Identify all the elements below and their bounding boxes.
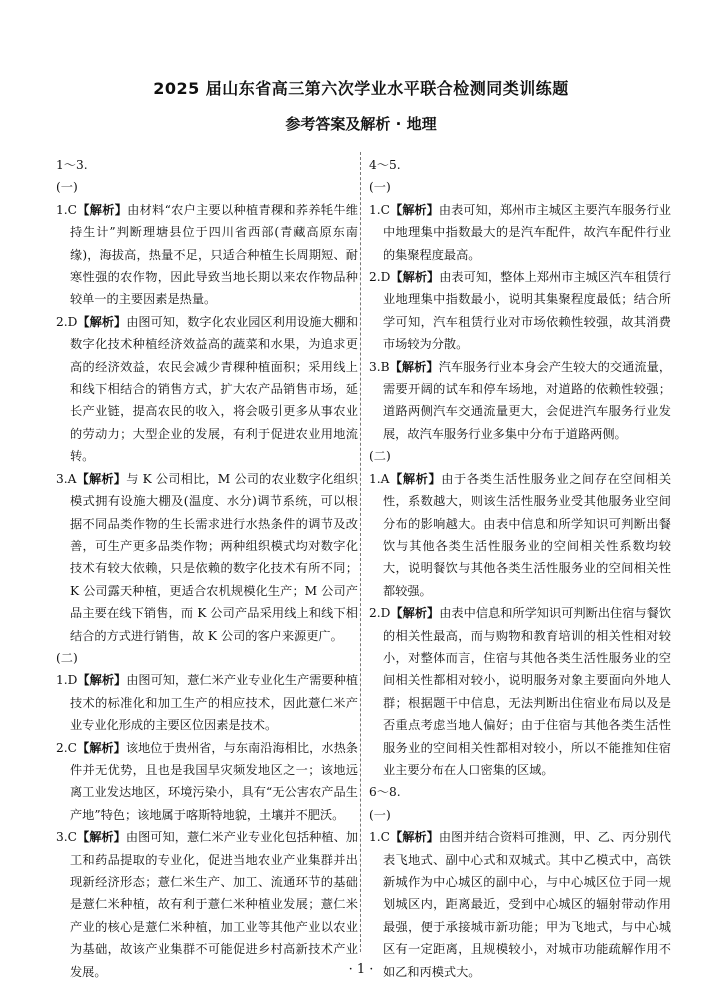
analysis-text: 由材料“农户主要以种植青稞和荞养牦牛维持生计”判断理塘县位于四川省西部(青藏高原东南缘)，海拔高，热量不足，只适合种植生长周期短、耐寒性强的农作物，因此导致当地长期以来农作物品种较单一的主要因素是热量。 <box>70 202 358 307</box>
analysis-text: 由表中信息和所学知识可判断出住宿与餐饮的相关性最高，而与购物和教育培训的相关性相对较小，对整体而言，住宿与其他各类生活性服务业的空间相关性都相对较小，说明服务对象主要面向外地人群；根据题干中信息，无法判断出住宿业布局以及是否重点考虑当地人偏好；由于住宿与其他各类生活性服务业的空间相关性都相对较小，所以不能推知住宿业主要分布在人口密集的区域。 <box>383 606 672 777</box>
answer-number: 1.A <box>369 471 390 486</box>
answer-number: 2.D <box>369 270 391 285</box>
right-column <box>369 154 671 983</box>
answer-item <box>369 199 671 266</box>
analysis-tag: 【解析】 <box>76 471 127 486</box>
document-subtitle: 参考答案及解析 · 地理 <box>285 115 437 133</box>
analysis-tag: 【解析】 <box>389 202 439 217</box>
section-label: (一) <box>56 180 78 195</box>
analysis-tag: 【解析】 <box>76 830 126 845</box>
section-label: (二) <box>369 449 391 464</box>
answer-number: 3.C <box>56 830 77 845</box>
answer-item <box>56 669 358 736</box>
analysis-text: 由图可知，薏仁米产业专业化生产需要种植技术的标准化和加工生产的相应技术，因此薏仁米产业专业化形成的主要区位因素是技术。 <box>70 673 359 733</box>
analysis-text: 由图可知，数字化农业园区利用设施大棚和数字化技术种植经济效益高的蔬菜和水果，为追求更高的经济效益，农民会减少青稞种植面积；采用线上和线下相结合的销售方式，扩大农产品销售市场，延长产业链，提高农民的收入，将会吸引更多从事农业的劳动力；大型企业的发展，有利于促进农业用地流转。 <box>70 314 359 464</box>
analysis-text: 由图并结合资料可推测，甲、乙、丙分别代表飞地式、副中心式和双城式。其中乙模式中，高铁新城作为中心城区的副中心，与中心城区位于同一规划城区内，距离最近，受到中心城区的辐射带动作用最强，便于承接城市新功能；甲为飞地式，与中心城区有一定距离，且规模较小，对城市功能疏解作用不如乙和丙模式大。 <box>383 830 671 979</box>
analysis-tag: 【解析】 <box>77 673 127 688</box>
answer-number: 1.D <box>56 673 78 688</box>
section-label: (一) <box>369 807 391 822</box>
analysis-text: 汽车服务行业本身会产生较大的交通流量，需要开阔的试车和停车场地，对道路的依赖性较强；道路两侧汽车交通流量更大，会促进汽车服务行业发展，故汽车服务行业多集中分布于道路两侧。 <box>383 359 672 441</box>
answer-number: 2.C <box>56 740 77 755</box>
analysis-text: 由于各类生活性服务业之间存在空间相关性，系数越大，则该生活性服务业受其他服务业空间分布的影响越大。由表中信息和所学知识可判断出餐饮与其他各类生活性服务业的空间相关性系数均较大，说明餐饮与其他各类生活性服务业的空间相关性都较强。 <box>383 471 672 598</box>
page-number: · 1 · <box>348 962 374 977</box>
answer-item <box>369 356 671 446</box>
answer-item <box>56 311 358 468</box>
analysis-tag: 【解析】 <box>390 270 440 285</box>
analysis-tag: 【解析】 <box>389 359 439 374</box>
answer-number: 1.C <box>56 202 77 217</box>
analysis-tag: 【解析】 <box>389 471 442 486</box>
analysis-text: 该地位于贵州省，与东南沿海相比，水热条件并无优势，且也是我国旱灾频发地区之一；该地远离工业发达地区，环境污染小，具有“无公害农产品生产地”特色；该地属于喀斯特地貌，土壤并不肥沃。 <box>70 740 358 822</box>
answer-item <box>56 468 358 647</box>
document-title: 2025 届山东省高三第六次学业水平联合检测同类训练题 <box>153 79 569 98</box>
answer-item <box>56 826 358 983</box>
analysis-tag: 【解析】 <box>77 314 127 329</box>
column-divider <box>360 152 361 952</box>
question-range: 6～8. <box>369 785 401 800</box>
answer-item <box>369 826 671 983</box>
question-range: 4～5. <box>369 158 401 172</box>
question-range: 1～3. <box>56 158 88 172</box>
answer-item <box>369 266 671 356</box>
section-label: (一) <box>369 180 391 195</box>
section-label: (二) <box>56 650 78 665</box>
answer-number: 1.C <box>369 830 390 845</box>
analysis-text: 与 K 公司相比，M 公司的农业数字化组织模式拥有设施大棚及(温度、水分)调节系统，可以根据不同品类作物的生长需求进行水热条件的调节及改善，可生产更多品类作物；两种组织模式均对数字化技术有较大依赖，只是依赖的数字化技术有所不同；K 公司露天种植，更适合农机规模化生产；M 公司产品主要在线下销售，而 K 公司产品采用线上和线下相结合的方式进行销售，故 K 公司的客户来源更广。 <box>70 471 358 643</box>
analysis-tag: 【解析】 <box>389 830 439 845</box>
analysis-text: 由图可知，薏仁米产业专业化包括种植、加工和药品提取的专业化，促进当地农业产业集群并出现新经济形态；薏仁米生产、加工、流通环节的基础是薏仁米种植，故有利于薏仁米种植业发展；薏仁米产业的核心是薏仁米种植，加工业等其他产业以农业为基础，故该产业集群不可能促进乡村高新技术产业发展。 <box>70 830 358 979</box>
analysis-text: 由表可知，郑州市主城区主要汽车服务行业中地理集中指数最大的是汽车配件，故汽车配件行业的集聚程度最高。 <box>383 202 671 262</box>
answer-number: 3.A <box>56 471 77 486</box>
answer-number: 2.D <box>369 606 391 621</box>
analysis-tag: 【解析】 <box>76 202 128 217</box>
answer-item <box>56 737 358 827</box>
answer-item <box>56 199 358 311</box>
answer-item <box>369 468 671 602</box>
analysis-text: 由表可知，整体上郑州市主城区汽车租赁行业地理集中指数最小，说明其集聚程度最低；结合所学可知，汽车租赁行业对市场依赖性较强，故其消费市场较为分散。 <box>383 270 672 352</box>
answer-item <box>369 602 671 781</box>
left-column <box>56 154 358 983</box>
answer-number: 3.B <box>369 359 390 374</box>
analysis-tag: 【解析】 <box>390 606 440 621</box>
answer-number: 1.C <box>369 202 390 217</box>
answer-number: 2.D <box>56 314 78 329</box>
analysis-tag: 【解析】 <box>76 740 126 755</box>
